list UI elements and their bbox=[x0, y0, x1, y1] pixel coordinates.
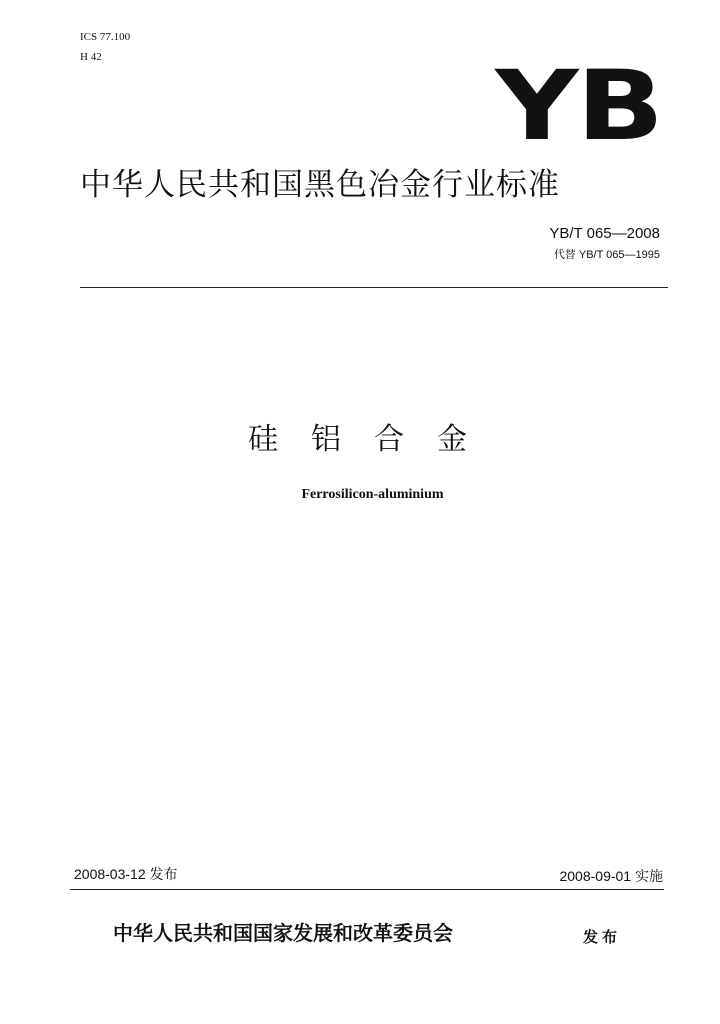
yb-logo: YB bbox=[495, 50, 662, 162]
ics-code: ICS 77.100 bbox=[80, 31, 131, 43]
issue-date: 2008-03-12 发布 bbox=[74, 866, 178, 882]
footer-divider bbox=[70, 889, 664, 890]
document-title-chinese: 硅铝合金 bbox=[248, 422, 500, 457]
issuing-label: 发布 bbox=[583, 928, 622, 946]
document-title-english: Ferrosilicon-aluminium bbox=[301, 487, 444, 502]
ccs-code: H 42 bbox=[80, 51, 102, 63]
standard-number: YB/T 065—2008 bbox=[549, 225, 660, 242]
organization-title: 中华人民共和国黑色冶金行业标准 bbox=[80, 167, 560, 203]
replaces-standard: 代替 YB/T 065—1995 bbox=[553, 249, 660, 261]
implementation-date: 2008-09-01 实施 bbox=[559, 868, 663, 884]
header-divider bbox=[80, 287, 668, 288]
issuing-authority: 中华人民共和国国家发展和改革委员会 bbox=[113, 921, 453, 945]
